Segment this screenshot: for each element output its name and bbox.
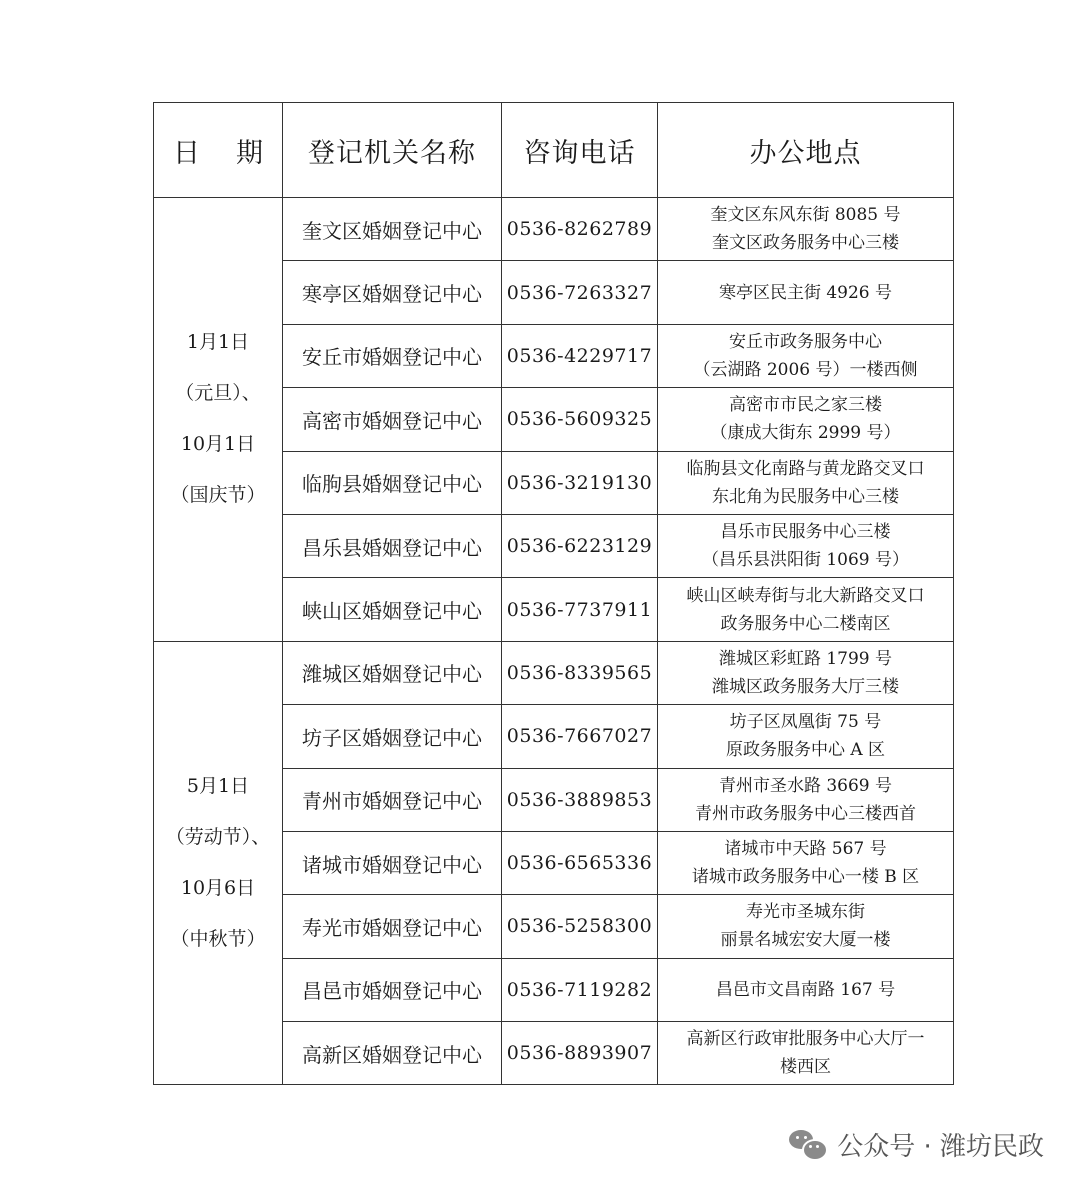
address-line: 潍城区彩虹路 1799 号 (718, 648, 893, 669)
address-line: 楼西区 (780, 1057, 831, 1078)
wechat-icon (789, 1128, 827, 1160)
address-cell (658, 388, 954, 451)
address-line: 寒亭区民主街 4926 号 (718, 282, 893, 303)
address-line: 东北角为民服务中心三楼 (712, 486, 899, 507)
address-line: 青州市圣水路 3669 号 (718, 775, 893, 796)
phone-cell: 0536-8339565 (502, 641, 658, 704)
office-name-cell: 奎文区婚姻登记中心 (283, 198, 502, 261)
phone-cell: 0536-4229717 (502, 324, 658, 387)
date-line: （元旦）、 (175, 382, 261, 405)
address-cell (658, 831, 954, 894)
date-line: 5月1日 (186, 775, 250, 798)
address-cell (658, 198, 954, 261)
office-name-cell: 潍城区婚姻登记中心 (283, 641, 502, 704)
address-line: 丽景名城宏安大厦一楼 (720, 930, 891, 951)
address-line: 坊子区凤凰街 75 号 (729, 712, 882, 733)
address-line: 原政务服务中心 A 区 (725, 740, 886, 761)
address-line: 奎文区政务服务中心三楼 (712, 233, 899, 254)
address-line: 昌邑市文昌南路 167 号 (715, 979, 896, 1000)
phone-cell: 0536-7667027 (502, 705, 658, 768)
address-line: 青州市政务服务中心三楼西首 (695, 803, 916, 824)
address-cell (658, 578, 954, 641)
phone-cell: 0536-6223129 (502, 514, 658, 577)
date-line: （中秋节） (170, 928, 266, 951)
address-cell (658, 1022, 954, 1085)
phone-cell: 0536-8893907 (502, 1022, 658, 1085)
table-row (154, 641, 954, 704)
address-line: （云湖路 2006 号）一楼西侧 (693, 359, 918, 380)
address-line: 峡山区峡寿街与北大新路交叉口 (686, 585, 925, 606)
header-phone: 咨询电话 (502, 103, 658, 198)
phone-cell: 0536-7737911 (502, 578, 658, 641)
address-line: 高新区行政审批服务中心大厅一 (686, 1029, 925, 1050)
office-name-cell: 昌邑市婚姻登记中心 (283, 958, 502, 1021)
address-line: 高密市市民之家三楼 (729, 395, 882, 416)
phone-cell: 0536-3889853 (502, 768, 658, 831)
footer-text: 公众号 · 潍坊民政 (837, 1131, 1044, 1162)
phone-cell: 0536-3219130 (502, 451, 658, 514)
date-cell (154, 198, 283, 642)
table-row (154, 198, 954, 261)
office-name-cell: 寒亭区婚姻登记中心 (283, 261, 502, 324)
address-line: 临朐县文化南路与黄龙路交叉口 (686, 458, 925, 479)
header-office-name: 登记机关名称 (283, 103, 502, 198)
address-line: 潍城区政务服务大厅三楼 (712, 676, 899, 697)
office-name-cell: 高密市婚姻登记中心 (283, 388, 502, 451)
address-line: 诸城市政务服务中心一楼 B 区 (691, 867, 920, 888)
table-body (154, 198, 954, 1085)
date-line: 10月1日 (180, 433, 256, 456)
date-line: （国庆节） (170, 484, 266, 507)
office-name-cell: 坊子区婚姻登记中心 (283, 705, 502, 768)
address-cell (658, 641, 954, 704)
address-cell (658, 768, 954, 831)
address-cell (658, 514, 954, 577)
address-cell (658, 958, 954, 1021)
phone-cell: 0536-5609325 (502, 388, 658, 451)
address-cell (658, 895, 954, 958)
phone-cell: 0536-8262789 (502, 198, 658, 261)
address-line: （康成大街东 2999 号） (710, 423, 901, 444)
office-name-cell: 诸城市婚姻登记中心 (283, 831, 502, 894)
address-line: 诸城市中天路 567 号 (724, 839, 887, 860)
office-name-cell: 青州市婚姻登记中心 (283, 768, 502, 831)
header-row (154, 103, 954, 198)
date-cell (154, 641, 283, 1085)
address-cell (658, 324, 954, 387)
footer-watermark (789, 1124, 1044, 1164)
date-line: （劳动节）、 (165, 826, 271, 849)
address-line: 昌乐市民服务中心三楼 (720, 522, 891, 543)
address-line: 寿光市圣城东街 (746, 902, 865, 923)
office-name-cell: 昌乐县婚姻登记中心 (283, 514, 502, 577)
header-address: 办公地点 (658, 103, 954, 198)
phone-cell: 0536-7263327 (502, 261, 658, 324)
phone-cell: 0536-6565336 (502, 831, 658, 894)
address-line: 安丘市政务服务中心 (729, 331, 882, 352)
header-date: 日 期 (154, 103, 283, 198)
office-name-cell: 寿光市婚姻登记中心 (283, 895, 502, 958)
registration-table (153, 102, 954, 1085)
address-cell (658, 705, 954, 768)
address-line: 奎文区东风东街 8085 号 (710, 205, 901, 226)
date-line: 1月1日 (186, 331, 250, 354)
address-cell (658, 261, 954, 324)
phone-cell: 0536-5258300 (502, 895, 658, 958)
phone-cell: 0536-7119282 (502, 958, 658, 1021)
address-line: 政务服务中心二楼南区 (720, 613, 891, 634)
office-name-cell: 峡山区婚姻登记中心 (283, 578, 502, 641)
address-cell (658, 451, 954, 514)
office-name-cell: 临朐县婚姻登记中心 (283, 451, 502, 514)
date-line: 10月6日 (180, 877, 256, 900)
address-line: （昌乐县洪阳街 1069 号） (701, 550, 910, 571)
office-name-cell: 高新区婚姻登记中心 (283, 1022, 502, 1085)
office-name-cell: 安丘市婚姻登记中心 (283, 324, 502, 387)
